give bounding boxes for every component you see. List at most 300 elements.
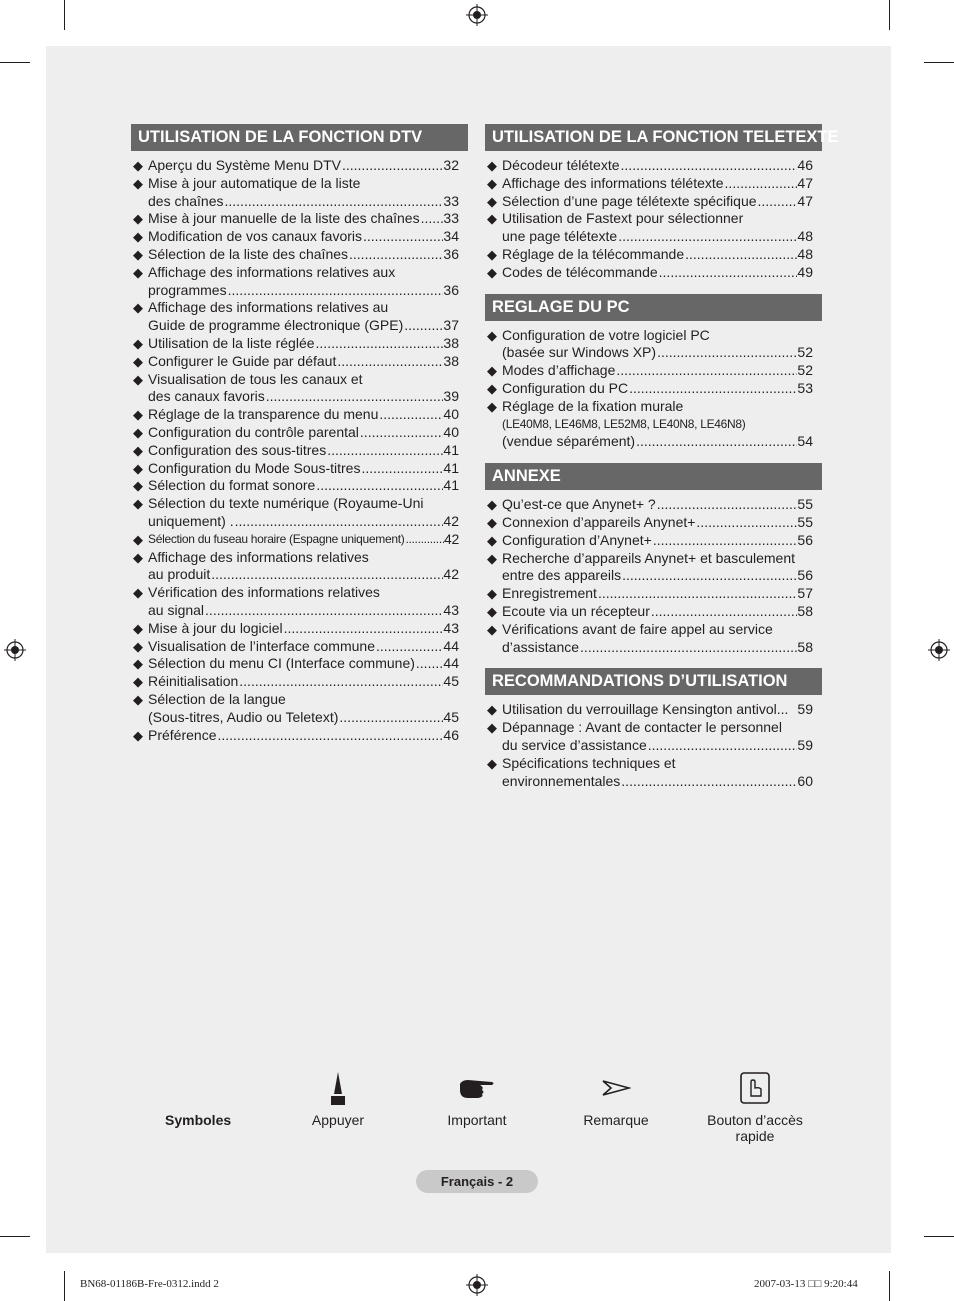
dot-leader — [684, 246, 797, 264]
entry-title: Mise à jour du logiciel — [148, 619, 283, 636]
dot-leader — [210, 566, 443, 584]
entry-last-line — [148, 317, 459, 335]
entry-title: du service d’assistance — [502, 736, 647, 753]
entry-page-number: 60 — [797, 772, 813, 789]
toc-entry[interactable] — [131, 673, 468, 691]
section-header: ANNEXE — [485, 463, 822, 490]
dot-leader — [724, 175, 798, 193]
entry-title: Configuration d’Anynet+ — [502, 531, 652, 548]
toc-section — [485, 668, 822, 790]
diamond-bullet-icon: ◆ — [487, 603, 497, 619]
dot-leader — [621, 567, 797, 585]
section-header: UTILISATION DE LA FONCTION DTV — [131, 124, 468, 151]
toc-entry[interactable] — [131, 549, 468, 585]
toc-section — [485, 463, 822, 656]
dot-leader — [579, 639, 797, 657]
entry-page-number: 57 — [797, 585, 813, 602]
crop-mark — [64, 0, 65, 30]
press-icon — [328, 1070, 348, 1106]
dot-leader — [650, 603, 798, 621]
section-header: UTILISATION DE LA FONCTION TELETEXTE — [485, 124, 822, 151]
entry-title: Ecoute via un récepteur — [502, 602, 650, 619]
entry-title: Réglage de la transparence du menu — [148, 406, 379, 423]
entry-last-line — [148, 193, 459, 211]
dot-leader — [620, 157, 798, 175]
entry-title: Sélection d’une page télétexte spécifique — [502, 192, 757, 209]
entry-last-line — [148, 673, 459, 691]
toc-entry[interactable] — [131, 442, 468, 460]
entry-page-number: 58 — [797, 638, 813, 655]
entry-page-number: 41 — [443, 441, 459, 458]
toc-entry[interactable] — [131, 727, 468, 745]
dot-leader — [338, 709, 443, 727]
dot-leader — [403, 317, 443, 335]
entry-page-number: 55 — [797, 513, 813, 530]
toc-entry[interactable] — [131, 495, 468, 531]
diamond-bullet-icon: ◆ — [133, 460, 143, 476]
dot-leader — [224, 193, 444, 211]
symbol-one-touch — [695, 1068, 815, 1144]
entry-title: entre des appareils — [502, 567, 622, 584]
entry-title: Réglage de la télécommande — [502, 245, 685, 262]
dot-leader — [757, 193, 798, 211]
toc-entry[interactable] — [131, 246, 468, 264]
entry-last-line — [148, 210, 459, 228]
dot-leader — [375, 638, 443, 656]
diamond-bullet-icon: ◆ — [487, 497, 497, 513]
dot-leader — [656, 344, 797, 362]
entry-page-number: 44 — [443, 637, 459, 654]
toc-entry[interactable] — [485, 175, 822, 193]
toc-entry[interactable] — [485, 496, 822, 514]
toc-entry[interactable] — [485, 246, 822, 264]
toc-entry[interactable] — [131, 638, 468, 656]
section-header: RECOMMANDATIONS D’UTILISATION — [485, 668, 822, 695]
entry-title: au signal — [148, 601, 205, 618]
toc-entry[interactable] — [131, 335, 468, 353]
diamond-bullet-icon: ◆ — [133, 353, 143, 369]
diamond-bullet-icon: ◆ — [133, 691, 143, 707]
dot-leader — [348, 246, 443, 264]
symbol-label: Remarque — [583, 1112, 649, 1128]
dot-leader — [597, 585, 797, 603]
dot-leader — [265, 388, 444, 406]
entry-page-number: 41 — [443, 477, 459, 494]
entry-last-line — [148, 566, 459, 584]
entry-last-line — [148, 424, 459, 442]
entry-last-line — [502, 773, 813, 791]
diamond-bullet-icon: ◆ — [133, 674, 143, 690]
dot-leader — [378, 406, 443, 424]
entry-title: Sélection du format sonore — [148, 477, 316, 494]
toc-entry[interactable] — [485, 514, 822, 532]
diamond-bullet-icon: ◆ — [133, 264, 143, 280]
dot-leader — [656, 496, 798, 514]
entry-title: Configuration du PC — [502, 379, 629, 396]
diamond-bullet-icon: ◆ — [133, 407, 143, 423]
entry-line: Sélection de la langue — [148, 690, 286, 707]
entry-title: Qu’est-ce que Anynet+ ? — [502, 496, 656, 513]
entry-line: (LE40M8, LE46M8, LE52M8, LE40N8, LE46N8) — [502, 416, 746, 431]
toc-column-left — [131, 124, 468, 756]
dot-leader — [283, 620, 444, 638]
entry-page-number: 52 — [797, 362, 813, 379]
diamond-bullet-icon: ◆ — [487, 702, 497, 718]
entry-page-number: 36 — [443, 245, 459, 262]
dot-leader — [652, 532, 798, 550]
diamond-bullet-icon: ◆ — [487, 327, 497, 343]
entry-line: Utilisation de Fastext pour sélectionner — [502, 210, 744, 227]
entry-title: Aperçu du Système Menu DTV — [148, 157, 341, 173]
entry-page-number: 40 — [443, 406, 459, 423]
dot-leader — [647, 737, 798, 755]
diamond-bullet-icon: ◆ — [487, 193, 497, 209]
toc-entry[interactable] — [131, 299, 468, 335]
toc-entry[interactable] — [131, 531, 468, 549]
entry-title: Guide de programme électronique (GPE) — [148, 317, 404, 334]
crop-mark — [889, 0, 890, 30]
entry-page-number: 34 — [443, 228, 459, 245]
dot-leader — [615, 362, 797, 380]
toc-section — [485, 124, 839, 282]
registration-mark-icon — [466, 1274, 488, 1296]
symbols-title: Symboles — [165, 1112, 232, 1128]
entry-page-number: 33 — [443, 210, 459, 227]
entry-page-number: 38 — [443, 334, 459, 351]
dot-leader — [315, 335, 444, 353]
entry-title: Configuration du contrôle parental — [148, 423, 359, 440]
entry-title: environnementales — [502, 772, 621, 789]
registration-mark-icon — [466, 4, 488, 26]
entry-line: Dépannage : Avant de contacter le personnel — [502, 719, 782, 736]
entry-last-line — [502, 193, 813, 211]
entry-title: Affichage des informations télétexte — [502, 174, 724, 191]
diamond-bullet-icon: ◆ — [487, 246, 497, 262]
entry-line: Affichage des informations relatives aux — [148, 263, 396, 280]
toc-entry[interactable] — [131, 264, 468, 300]
entry-title: Codes de télécommande — [502, 263, 658, 280]
diamond-bullet-icon: ◆ — [133, 549, 143, 565]
toc-entry[interactable] — [131, 584, 468, 620]
entry-last-line — [148, 353, 459, 371]
entry-page-number: 56 — [797, 567, 813, 584]
entry-page-number: 32 — [443, 157, 459, 173]
diamond-bullet-icon: ◆ — [133, 371, 143, 387]
dot-leader — [315, 477, 443, 495]
crop-mark — [0, 1236, 30, 1237]
entry-page-number: 58 — [797, 602, 813, 619]
hand-pointing-icon — [458, 1076, 496, 1100]
entry-last-line — [502, 246, 813, 264]
toc-entry[interactable] — [131, 353, 468, 371]
dot-leader — [420, 210, 444, 228]
entry-line: Mise à jour automatique de la liste — [148, 174, 361, 191]
entry-title: Réinitialisation — [148, 673, 239, 690]
entry-title: (vendue séparément) — [502, 433, 636, 450]
toc-section — [485, 294, 822, 452]
entry-title: Sélection du fuseau horaire (Espagne uniquement) — [148, 531, 405, 546]
entry-title: des chaînes — [148, 192, 224, 209]
diamond-bullet-icon: ◆ — [133, 246, 143, 262]
toc-entry[interactable] — [485, 362, 822, 380]
one-touch-button-icon — [740, 1072, 770, 1104]
entry-page-number: 33 — [443, 192, 459, 209]
entry-page-number: 56 — [797, 531, 813, 548]
entry-last-line — [502, 496, 813, 514]
toc-entry[interactable] — [485, 210, 822, 246]
entry-title: Sélection de la liste des chaînes — [148, 245, 349, 262]
entry-line: Vérification des informations relatives — [148, 584, 380, 601]
entry-last-line — [148, 727, 459, 745]
diamond-bullet-icon: ◆ — [133, 496, 143, 512]
dot-leader — [658, 264, 798, 282]
entry-page-number: 45 — [443, 673, 459, 690]
diamond-bullet-icon: ◆ — [487, 264, 497, 280]
entry-last-line — [148, 477, 459, 495]
entry-title: (Sous-titres, Audio ou Teletext) — [148, 708, 339, 725]
entry-line: Spécifications techniques et — [502, 754, 676, 771]
entry-title: Utilisation du verrouillage Kensington antivol... — [502, 701, 789, 718]
toc-entry[interactable] — [131, 424, 468, 442]
dot-leader — [326, 442, 443, 460]
toc-entry[interactable] — [485, 701, 822, 719]
entry-last-line — [502, 514, 813, 532]
toc-entry[interactable] — [485, 193, 822, 211]
toc-entry[interactable] — [131, 175, 468, 211]
entry-title: des canaux favoris — [148, 388, 265, 405]
entry-page-number: 55 — [797, 496, 813, 513]
dot-leader — [404, 531, 444, 549]
entry-page-number: 41 — [443, 459, 459, 476]
dot-leader — [415, 655, 444, 673]
dot-leader — [620, 773, 797, 791]
dot-leader — [336, 353, 443, 371]
entry-last-line — [502, 701, 813, 719]
symbol-label: Bouton d’accès rapide — [707, 1112, 803, 1144]
entry-line: Recherche d’appareils Anynet+ et basculement — [502, 549, 796, 566]
diamond-bullet-icon: ◆ — [133, 727, 143, 743]
registration-mark-icon — [928, 639, 950, 661]
crop-mark — [0, 62, 30, 63]
entry-page-number: 45 — [443, 708, 459, 725]
entry-title: au produit — [148, 566, 211, 583]
toc-column-right — [485, 124, 839, 802]
entry-last-line — [148, 620, 459, 638]
diamond-bullet-icon: ◆ — [133, 229, 143, 245]
entry-page-number: 49 — [797, 263, 813, 280]
entry-last-line — [502, 532, 813, 550]
toc-entry[interactable] — [131, 371, 468, 407]
entry-last-line — [148, 246, 459, 264]
entry-title: Utilisation de la liste réglée — [148, 334, 315, 351]
diamond-bullet-icon: ◆ — [133, 478, 143, 494]
dot-leader — [628, 380, 797, 398]
diamond-bullet-icon: ◆ — [487, 380, 497, 396]
toc-entry[interactable] — [131, 406, 468, 424]
entry-page-number: 42 — [444, 530, 459, 547]
entry-page-number: 39 — [443, 388, 459, 405]
entry-title: uniquement) . — [148, 512, 234, 529]
arrow-note-icon — [601, 1079, 631, 1097]
toc-entry[interactable] — [485, 264, 822, 282]
entry-title: une page télétexte — [502, 228, 618, 245]
entry-page-number: 42 — [443, 512, 459, 529]
diamond-bullet-icon: ◆ — [133, 424, 143, 440]
diamond-bullet-icon: ◆ — [487, 514, 497, 530]
symbol-press — [278, 1068, 398, 1128]
entry-last-line — [502, 380, 813, 398]
entry-last-line — [148, 388, 459, 406]
entry-page-number: 46 — [443, 726, 459, 743]
diamond-bullet-icon: ◆ — [487, 363, 497, 379]
entry-page-number: 43 — [443, 601, 459, 618]
toc-entry[interactable] — [131, 228, 468, 246]
entry-page-number: 53 — [797, 379, 813, 396]
toc-entry[interactable] — [131, 655, 468, 673]
toc-entry[interactable] — [485, 327, 822, 363]
entry-page-number: 48 — [797, 228, 813, 245]
entry-title: Visualisation de l’interface commune — [148, 637, 375, 654]
toc-entry[interactable] — [131, 460, 468, 478]
entry-page-number: 46 — [797, 157, 813, 173]
entry-line: Affichage des informations relatives — [148, 548, 369, 565]
diamond-bullet-icon: ◆ — [487, 211, 497, 227]
diamond-bullet-icon: ◆ — [133, 620, 143, 636]
entry-title: Modification de vos canaux favoris — [148, 228, 362, 245]
dot-leader — [341, 157, 443, 175]
entry-last-line — [502, 228, 813, 246]
entry-last-line — [148, 460, 459, 478]
entry-page-number: 52 — [797, 344, 813, 361]
entry-last-line — [148, 531, 459, 549]
diamond-bullet-icon: ◆ — [487, 720, 497, 736]
entry-last-line — [148, 602, 459, 620]
entry-page-number: 59 — [797, 736, 813, 753]
diamond-bullet-icon: ◆ — [133, 638, 143, 654]
toc-entry[interactable] — [485, 621, 822, 657]
toc-entry[interactable] — [485, 719, 822, 755]
toc-entry[interactable] — [485, 398, 822, 451]
diamond-bullet-icon: ◆ — [133, 442, 143, 458]
entry-line: Réglage de la fixation murale — [502, 397, 684, 414]
entry-last-line — [502, 603, 813, 621]
entry-page-number: 42 — [443, 566, 459, 583]
entry-last-line — [148, 157, 459, 175]
entry-page-number: 54 — [797, 433, 813, 450]
entry-last-line — [148, 406, 459, 424]
entry-title: programmes — [148, 281, 227, 298]
section-header: REGLAGE DU PC — [485, 294, 822, 321]
entry-page-number: 59 — [797, 701, 813, 718]
entry-title: Mise à jour manuelle de la liste des chaînes — [148, 210, 420, 227]
toc-entry[interactable] — [131, 210, 468, 228]
entry-title: Modes d’affichage — [502, 362, 616, 379]
entry-last-line — [502, 737, 813, 755]
entry-last-line — [148, 282, 459, 300]
toc-entry[interactable] — [485, 603, 822, 621]
toc-entry[interactable] — [131, 691, 468, 727]
entry-last-line — [502, 362, 813, 380]
entry-last-line — [148, 513, 459, 531]
symbol-note — [556, 1068, 676, 1128]
entry-last-line — [502, 344, 813, 362]
crop-mark — [924, 62, 954, 63]
crop-mark — [64, 1271, 65, 1301]
toc-entry[interactable] — [131, 477, 468, 495]
symbol-label: Important — [447, 1112, 507, 1128]
entry-page-number: 36 — [443, 281, 459, 298]
toc-entry[interactable] — [131, 620, 468, 638]
entry-title: Enregistrement — [502, 585, 597, 602]
crop-mark — [889, 1271, 890, 1301]
toc-entry[interactable] — [485, 532, 822, 550]
toc-entry[interactable] — [485, 380, 822, 398]
entry-last-line — [502, 175, 813, 193]
diamond-bullet-icon: ◆ — [487, 755, 497, 771]
toc-entry[interactable] — [485, 157, 822, 175]
symbols-legend — [0, 1068, 954, 1158]
entry-page-number: 48 — [797, 245, 813, 262]
diamond-bullet-icon: ◆ — [487, 158, 497, 173]
entry-title: Configuration du Mode Sous-titres — [148, 459, 361, 476]
diamond-bullet-icon: ◆ — [487, 398, 497, 414]
diamond-bullet-icon: ◆ — [487, 175, 497, 191]
symbol-label: Appuyer — [311, 1112, 365, 1128]
entry-title: Sélection du menu CI (Interface commune) — [148, 655, 415, 672]
toc-entry[interactable] — [485, 585, 822, 603]
entry-page-number: 47 — [797, 192, 813, 209]
dot-leader — [216, 727, 443, 745]
entry-title: d’assistance — [502, 638, 580, 655]
entry-page-number: 38 — [443, 352, 459, 369]
dot-leader — [360, 460, 443, 478]
diamond-bullet-icon: ◆ — [133, 656, 143, 672]
registration-mark-icon — [4, 639, 26, 661]
entry-line: Configuration de votre logiciel PC — [502, 326, 710, 343]
page-number-badge: Français - 2 — [416, 1170, 538, 1193]
dot-leader — [359, 424, 444, 442]
entry-title: Configuration des sous-titres — [148, 441, 327, 458]
toc-entry[interactable] — [485, 550, 822, 586]
entry-last-line — [502, 639, 813, 657]
toc-entry[interactable] — [485, 755, 822, 791]
diamond-bullet-icon: ◆ — [487, 532, 497, 548]
print-footer-timestamp: 2007-03-13 □□ 9:20:44 — [754, 1278, 858, 1290]
entry-last-line — [148, 655, 459, 673]
diamond-bullet-icon: ◆ — [133, 531, 143, 547]
dot-leader — [695, 514, 797, 532]
entry-line: Visualisation de tous les canaux et — [148, 370, 363, 387]
entry-last-line — [148, 709, 459, 727]
toc-section — [131, 124, 468, 744]
diamond-bullet-icon: ◆ — [487, 550, 497, 566]
entry-page-number: 37 — [443, 317, 459, 334]
dot-leader — [238, 673, 443, 691]
entry-last-line — [148, 228, 459, 246]
diamond-bullet-icon: ◆ — [133, 300, 143, 316]
entry-last-line — [502, 433, 813, 451]
diamond-bullet-icon: ◆ — [133, 158, 143, 173]
print-footer-file: BN68-01186B-Fre-0312.indd 2 — [80, 1278, 219, 1290]
toc-entry[interactable] — [131, 157, 468, 175]
dot-leader — [227, 282, 444, 300]
diamond-bullet-icon: ◆ — [487, 621, 497, 637]
crop-mark — [924, 1236, 954, 1237]
entry-page-number: 44 — [443, 655, 459, 672]
entry-page-number: 47 — [797, 174, 813, 191]
entry-line: Affichage des informations relatives au — [148, 299, 389, 316]
diamond-bullet-icon: ◆ — [133, 211, 143, 227]
